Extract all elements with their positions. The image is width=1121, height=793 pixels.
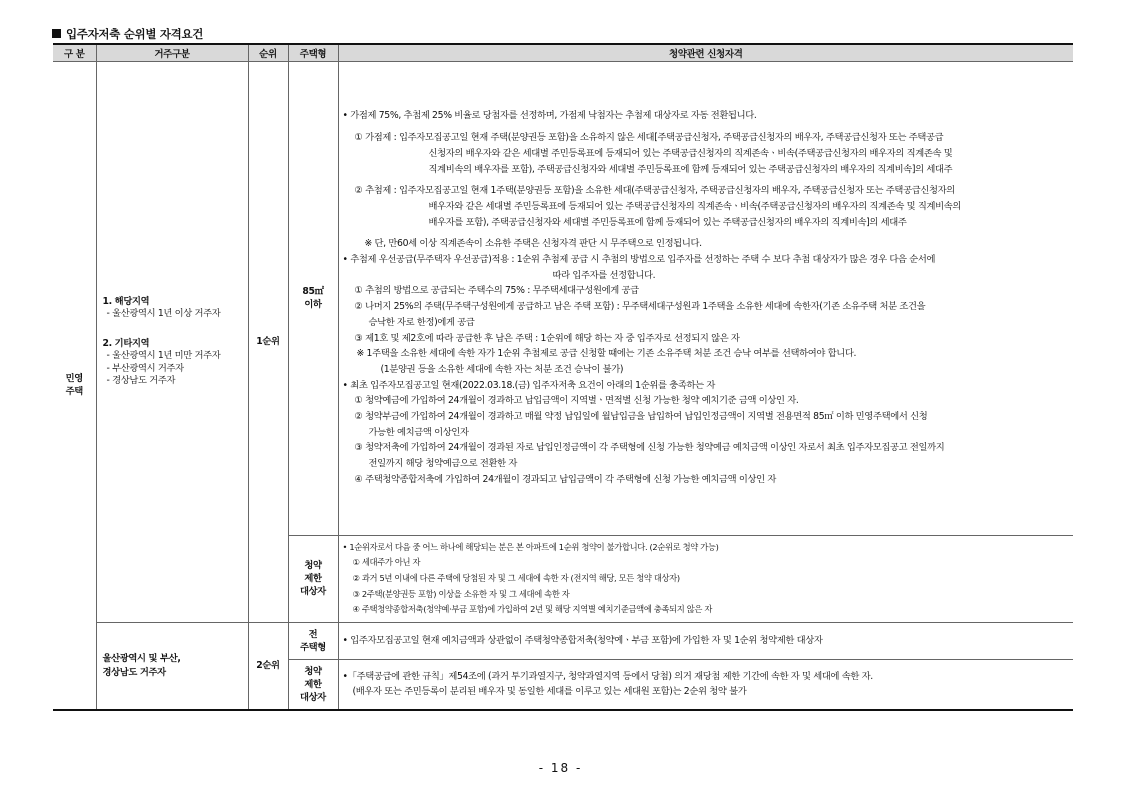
rank2-all-content <box>338 623 1073 660</box>
rank2-region: 울산광역시 및 부산, 경상남도 거주자 <box>96 623 248 710</box>
region-other-item: - 울산광역시 1년 미만 거주자 <box>106 350 221 362</box>
text-line: ③ 2주택(분양권등 포함) 이상을 소유한 자 및 그 세대에 속한 자 <box>352 588 570 599</box>
text-line: 배우자와 같은 세대별 주민등록표에 등재되어 있는 주택공급신청자의 직계존속ㆍ비속(주택공급신청자의 배우자의 직계존속 및 직계비속의 <box>428 200 962 212</box>
header-rank: 순위 <box>248 44 288 61</box>
rank2-housing-restrict: 청약 제한 대상자 <box>288 660 338 710</box>
text-line: ① 추첨의 방법으로 공급되는 주택수의 75% : 무주택세대구성원에게 공급 <box>354 285 639 297</box>
text-line: ④ 주택청약종합저축(청약예·부금 포함)에 가입하여 2년 및 해당 지역별 예치기준금액에 충족되지 않은 자 <box>352 604 712 615</box>
text-line: •「주택공급에 관한 규칙」제54조에 (과거 투기과열지구, 청약과열지역 등에서 당첨) 의거 재당첨 제한 기간에 속한 자 및 세대에 속한 자. <box>342 670 873 682</box>
page-number: - 18 - <box>538 761 583 775</box>
text-line: 신청자의 배우자와 같은 세대별 주민등록표에 등재되어 있는 주택공급신청자의 직계존속ㆍ비속(주택공급신청자의 배우자의 직계존속 및 <box>428 147 953 159</box>
square-bullet-icon <box>52 29 61 38</box>
region-local-item: - 울산광역시 1년 이상 거주자 <box>106 308 221 320</box>
rank1-main-content <box>338 61 1073 535</box>
text-line: ② 나머지 25%의 주택(무주택구성원에게 공급하고 남은 주택 포함) : 무주택세대구성원과 1주택을 소유한 세대에 속한자(기존 소유주택 처분 조건을 <box>354 301 926 313</box>
text-line: • 가점제 75%, 추첨제 25% 비율로 당첨자를 선정하며, 가점제 낙첨자는 추첨제 대상자로 자동 전환됩니다. <box>342 110 757 122</box>
text-line: ③ 제1호 및 제2호에 따라 공급한 후 남은 주택 : 1순위에 해당 하는 자 중 입주자로 선정되지 않은 자 <box>354 332 740 344</box>
header-qualification: 청약관련 신청자격 <box>338 44 1073 61</box>
rank2-label: 2순위 <box>248 623 288 710</box>
region-other-item: - 부산광역시 거주자 <box>106 362 184 374</box>
category-private-housing: 민영 주택 <box>53 61 96 710</box>
text-line: 승낙한 자로 한정)에게 공급 <box>368 316 475 328</box>
text-line: ① 세대주가 아닌 자 <box>352 557 421 568</box>
rank1-label: 1순위 <box>248 61 288 623</box>
text-line: ③ 청약저축에 가입하여 24개월이 경과된 자로 납입인정금액이 각 주택형에 신청 가능한 청약예금 예치금액 이상인 자로서 최초 입주자모집공고 전일까지 <box>354 442 945 454</box>
rank1-restrict-content <box>338 535 1073 623</box>
text-line: ② 청약부금에 가입하여 24개월이 경과하고 매월 약정 납입일에 월납입금을 납입하여 납입인정금액이 지역별 전용면적 85㎡ 이하 민영주택에서 신청 <box>354 411 928 423</box>
text-line: 직계비속의 배우자를 포함), 주택공급신청자와 세대별 주민등록표에 함께 등재되어 있는 주택공급신청자의 배우자의 직계비속]의 세대주 <box>428 163 953 175</box>
header-row <box>53 44 1073 61</box>
qualification-table <box>53 43 1073 711</box>
rank2-housing-all: 전 주택형 <box>288 623 338 660</box>
text-line: 따라 입주자를 선정합니다. <box>552 269 656 281</box>
rank1-main-row <box>53 61 1073 535</box>
header-housing: 주택형 <box>288 44 338 61</box>
rank1-region-cell <box>96 61 248 623</box>
section-title-text: 입주자저축 순위별 자격요건 <box>66 27 204 41</box>
region-other-title: 2. 기타지역 <box>102 337 150 349</box>
header-residence: 거주구분 <box>96 44 248 61</box>
text-line: ① 가점제 : 입주자모집공고일 현재 주택(분양권등 포함)을 소유하지 않은 세대[주택공급신청자, 주택공급신청자의 배우자, 주택공급신청자 또는 주택공급 <box>354 132 944 144</box>
header-type: 구 분 <box>53 44 96 61</box>
text-line: 가능한 예치금액 이상인자 <box>368 426 469 438</box>
text-line: ※ 단, 만60세 이상 직계존속이 소유한 주택은 신청자격 판단 시 무주택으로 인정됩니다. <box>364 238 702 250</box>
region-local-title: 1. 해당지역 <box>102 295 150 307</box>
rank1-housing-restrict: 청약 제한 대상자 <box>288 535 338 623</box>
rank1-housing-85: 85㎡ 이하 <box>288 61 338 535</box>
text-line: ※ 1주택을 소유한 세대에 속한 자가 1순위 추첨제로 공급 신청할 때에는 기존 소유주택 처분 조건 승낙 여부를 선택하여야 합니다. <box>356 348 857 360</box>
text-line: (배우자 또는 주민등록이 분리된 배우자 및 동일한 세대를 이루고 있는 세대원 포함)는 2순위 청약 불가 <box>352 686 747 698</box>
text-line: • 추첨제 우선공급(무주택자 우선공급)적용 : 1순위 추첨제 공급 시 추첨의 방법으로 입주자를 선정하는 주택 수 보다 추첨 대상자가 많은 경우 다음 순서에 <box>342 254 936 266</box>
region-other-item: - 경상남도 거주자 <box>106 375 176 387</box>
section-title <box>52 26 203 42</box>
rank2-all-row <box>53 623 1073 660</box>
text-line: ④ 주택청약종합저축에 가입하여 24개월이 경과되고 납입금액이 각 주택형에 신청 가능한 예치금액 이상인 자 <box>354 473 777 485</box>
text-line: 배우자를 포함), 주택공급신청자와 세대별 주민등록표에 함께 등재되어 있는 주택공급신청자의 배우자의 직계비속]의 세대주 <box>428 216 907 228</box>
text-line: • 최초 입주자모집공고일 현재(2022.03.18.(금) 입주자저축 요건이 아래의 1순위를 충족하는 자 <box>342 379 715 391</box>
text-line: (1분양권 등을 소유한 세대에 속한 자는 처분 조건 승낙이 불가) <box>380 363 624 375</box>
text-line: • 입주자모집공고일 현재 예치금액과 상관없이 주택청약종합저축(청약예ㆍ부금 포함)에 가입한 자 및 1순위 청약제한 대상자 <box>342 635 823 647</box>
text-line: ① 청약예금에 가입하여 24개월이 경과하고 납입금액이 지역별ㆍ면적별 신청 가능한 청약 예치기준 금액 이상인 자. <box>354 395 799 407</box>
text-line: ② 과거 5년 이내에 다른 주택에 당첨된 자 및 그 세대에 속한 자 (전지역 해당, 모든 청약 대상자) <box>352 572 680 583</box>
text-line: • 1순위자로서 다음 중 어느 하나에 해당되는 분은 본 아파트에 1순위 청약이 불가합니다. (2순위로 청약 가능) <box>342 541 719 552</box>
text-line: ② 추첨제 : 입주자모집공고일 현재 1주택(분양권등 포함)을 소유한 세대(주택공급신청자, 주택공급신청자의 배우자, 주택공급신청자 또는 주택공급신청자의 <box>354 185 955 197</box>
text-line: 전일까지 해당 청약예금으로 전환한 자 <box>368 458 518 470</box>
rank2-restrict-content <box>338 660 1073 710</box>
